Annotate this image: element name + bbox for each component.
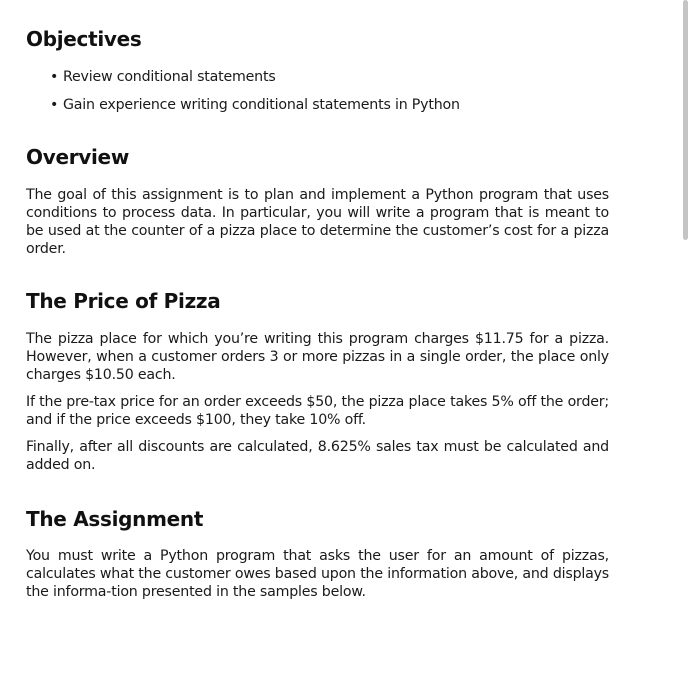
overview-paragraph: The goal of this assignment is to plan and implement a Python program that uses conditions to process data. In particular, you will write a program that is meant to be used at the counter of a pizza place to determine the customer’s cost for a pizza order. xyxy=(26,187,609,257)
list-item xyxy=(26,68,609,86)
bullet-icon: • xyxy=(50,69,59,85)
list-item-text: Gain experience writing conditional statements in Python xyxy=(63,97,460,113)
overview-heading: Overview xyxy=(26,145,130,169)
objectives-heading: Objectives xyxy=(26,27,142,51)
objectives-list xyxy=(26,68,609,114)
bullet-icon: • xyxy=(50,97,59,113)
scrollbar[interactable] xyxy=(683,0,688,240)
price-paragraph-3: Finally, after all discounts are calculated, 8.625% sales tax must be calculated and added on. xyxy=(26,439,609,473)
list-item xyxy=(26,96,609,114)
price-heading: The Price of Pizza xyxy=(26,289,221,313)
assignment-paragraph: You must write a Python program that asks the user for an amount of pizzas, calculates what the customer owes based upon the information above, and displays the informa-tion presented in the samples below. xyxy=(26,548,609,600)
list-item-text: Review conditional statements xyxy=(63,69,276,85)
price-paragraph-2: If the pre-tax price for an order exceeds $50, the pizza place takes 5% off the order; and if the price exceeds $100, they take 10% off. xyxy=(26,394,609,428)
assignment-heading: The Assignment xyxy=(26,507,204,531)
price-paragraph-1: The pizza place for which you’re writing this program charges $11.75 for a pizza. However, when a customer orders 3 or more pizzas in a single order, the place only charges $10.50 each. xyxy=(26,331,609,383)
